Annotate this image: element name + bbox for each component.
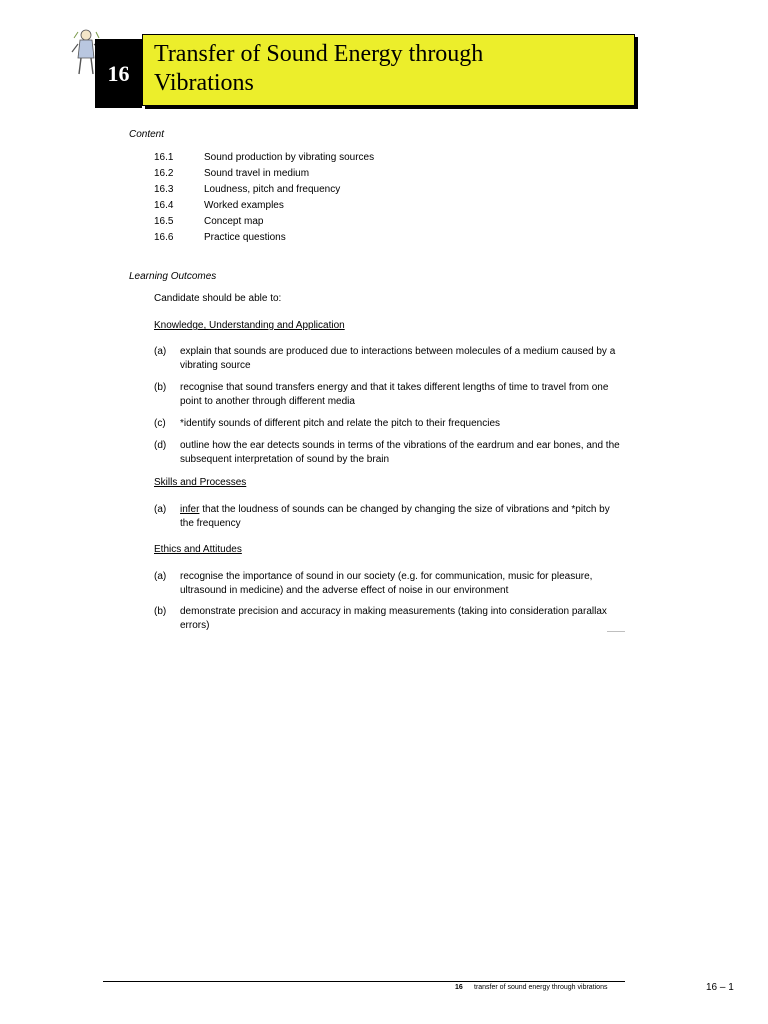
list-item-label: (a) [154, 346, 167, 357]
content-item-text: Worked examples [204, 200, 284, 211]
content-item-text: Sound production by vibrating sources [204, 152, 375, 163]
skills-heading: Skills and Processes [154, 477, 247, 488]
list-item [154, 503, 624, 531]
content-item-number: 16.5 [154, 216, 174, 227]
content-item [154, 232, 374, 248]
list-item-text: *identify sounds of different pitch and relate the pitch to their frequencies [180, 418, 501, 429]
chapter-number-box [95, 39, 142, 108]
list-item [154, 439, 624, 467]
list-item [154, 345, 624, 373]
list-item [154, 570, 624, 598]
content-item [154, 152, 374, 168]
content-item-number: 16.3 [154, 184, 174, 195]
chapter-title-banner [142, 34, 635, 106]
content-item [154, 168, 374, 184]
list-item-label: (d) [154, 440, 167, 451]
footer-chapter-number: 16 [455, 984, 463, 991]
content-item-number: 16.6 [154, 232, 174, 243]
list-item-label: (b) [154, 382, 167, 393]
knowledge-heading: Knowledge, Understanding and Application [154, 320, 345, 331]
ethics-list [154, 570, 624, 633]
content-item-number: 16.1 [154, 152, 174, 163]
content-item-text: Loudness, pitch and frequency [204, 184, 341, 195]
list-item-text [180, 503, 624, 531]
list-item-text: recognise that sound transfers energy and that it takes different lengths of time to travel from one point to another through different media [180, 382, 609, 407]
skills-list [154, 503, 624, 531]
chapter-number: 16 [107, 60, 130, 86]
content-item [154, 200, 374, 216]
list-item-text: demonstrate precision and accuracy in making measurements (taking into consideration parallax errors) [180, 606, 607, 631]
content-item-text: Concept map [204, 216, 264, 227]
list-item-rest: that the loudness of sounds can be changed by changing the size of vibrations and *pitch by the frequency [180, 504, 610, 529]
list-item-text: explain that sounds are produced due to interactions between molecules of a medium caused by a vibrating source [180, 346, 616, 371]
content-list [154, 152, 374, 248]
list-item-text: recognise the importance of sound in our society (e.g. for communication, music for pleasure, ultrasound in medicine) and the adverse effect of noise in our environment [180, 571, 593, 596]
learning-outcomes-intro: Candidate should be able to: [154, 293, 282, 304]
content-item [154, 216, 374, 232]
list-item-text: outline how the ear detects sounds in terms of the vibrations of the eardrum and ear bones, and the subsequent interpretation of sound by the brain [180, 440, 620, 465]
list-item-verb: infer [180, 504, 200, 515]
list-item [154, 605, 624, 633]
list-item-label: (b) [154, 606, 167, 617]
knowledge-list [154, 345, 624, 467]
learning-outcomes-label: Learning Outcomes [129, 271, 217, 282]
content-item-text: Practice questions [204, 232, 286, 243]
list-item-label: (a) [154, 504, 167, 515]
content-label: Content [129, 129, 165, 140]
content-item-number: 16.4 [154, 200, 174, 211]
page-number: 16 – 1 [706, 982, 734, 993]
ethics-heading: Ethics and Attitudes [154, 544, 242, 555]
content-item-text: Sound travel in medium [204, 168, 310, 179]
content-item [154, 184, 374, 200]
chapter-title-line-2: Vibrations [154, 70, 254, 96]
decorative-mark [607, 631, 625, 632]
footer-divider [103, 981, 625, 982]
list-item-label: (c) [154, 418, 166, 429]
list-item-label: (a) [154, 571, 167, 582]
content-item-number: 16.2 [154, 168, 174, 179]
footer-chapter-title: transfer of sound energy through vibrations [474, 984, 608, 991]
list-item [154, 417, 624, 431]
list-item [154, 381, 624, 409]
chapter-title-line-1: Transfer of Sound Energy through [154, 41, 484, 67]
